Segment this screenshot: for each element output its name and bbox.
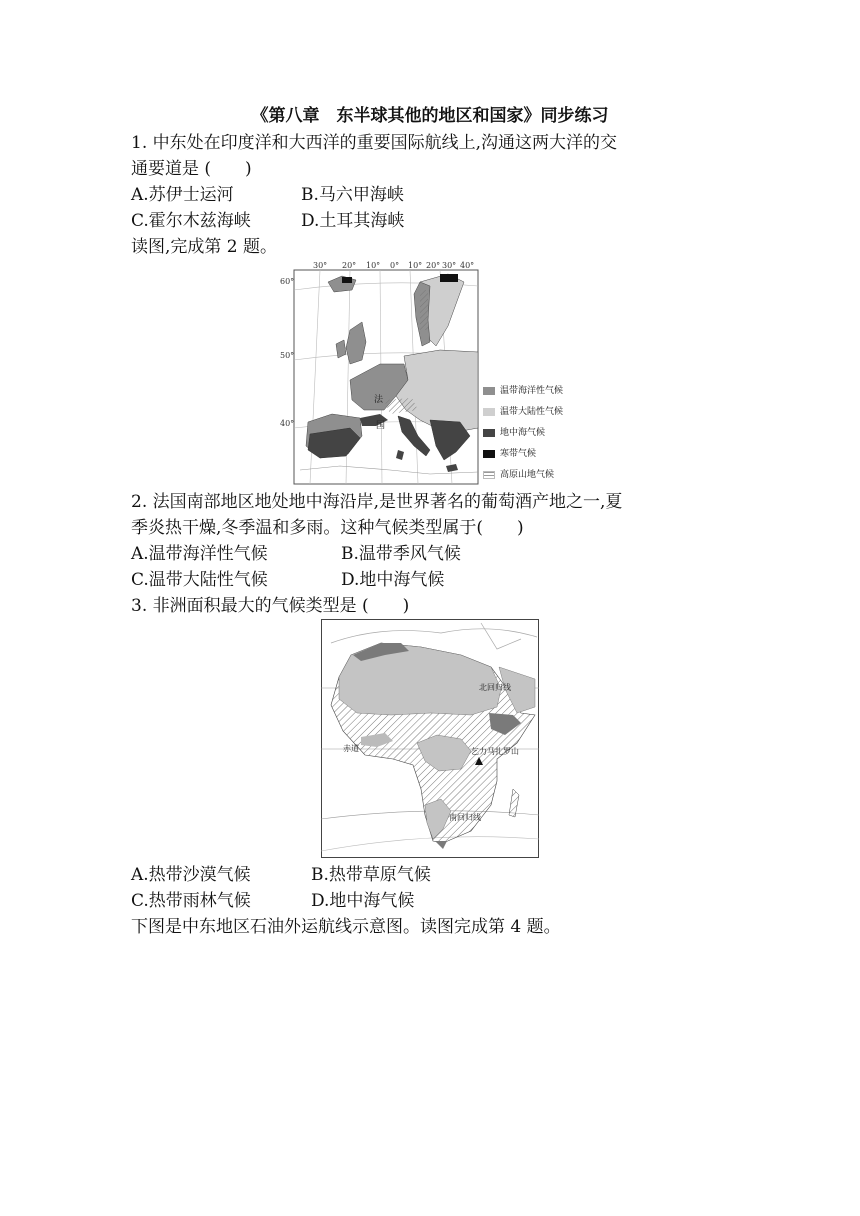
- france-label-1: 法: [374, 395, 384, 405]
- q3-option-b[interactable]: B.热带草原气候: [311, 865, 431, 885]
- lon-tick: 30°: [442, 261, 457, 270]
- legend-item: 寒带气候: [483, 449, 536, 459]
- q1-option-a[interactable]: A.苏伊士运河: [131, 185, 234, 205]
- lat-tick: 60°: [280, 277, 295, 286]
- legend-swatch: [483, 450, 495, 458]
- lat-tick: 50°: [280, 351, 295, 360]
- lon-tick: 30°: [313, 261, 328, 270]
- q3-options-row1: [131, 863, 431, 887]
- q2-options-row1: [131, 542, 461, 566]
- lon-tick: 40°: [460, 261, 475, 270]
- q3-option-a[interactable]: A.热带沙漠气候: [131, 865, 251, 885]
- q3-stem: 3. 非洲面积最大的气候类型是 ( ): [131, 596, 410, 616]
- legend-item: 地中海气候: [483, 428, 545, 438]
- legend-item: 高原山地气候: [483, 470, 554, 480]
- q1-options-row2: [131, 209, 404, 233]
- europe-climate-map: [280, 260, 580, 486]
- q1-stem-line2: 通要道是 ( ): [131, 159, 252, 179]
- tropic-south-label: 南回归线: [449, 813, 481, 822]
- lon-tick: 0°: [390, 261, 400, 270]
- q1-option-c[interactable]: C.霍尔木兹海峡: [131, 211, 251, 231]
- legend-swatch: [483, 387, 495, 395]
- q1-option-d[interactable]: D.土耳其海峡: [301, 211, 405, 231]
- lat-tick: 40°: [280, 419, 295, 428]
- intro-q2: 读图,完成第 2 题。: [131, 237, 278, 257]
- equator-label: 赤道: [343, 744, 359, 753]
- lon-tick: 20°: [426, 261, 441, 270]
- q2-option-a[interactable]: A.温带海洋性气候: [131, 544, 268, 564]
- q3-option-c[interactable]: C.热带雨林气候: [131, 891, 251, 911]
- q2-stem-line2: 季炎热干燥,冬季温和多雨。这种气候类型属于( ): [131, 518, 524, 538]
- legend-swatch: [483, 471, 495, 479]
- legend-swatch: [483, 429, 495, 437]
- q2-stem-line1: 2. 法国南部地区地处地中海沿岸,是世界著名的葡萄酒产地之一,夏: [131, 492, 623, 512]
- q3-options-row2: [131, 889, 414, 913]
- lon-tick: 10°: [366, 261, 381, 270]
- france-label-2: 国: [376, 421, 386, 431]
- q1-option-b[interactable]: B.马六甲海峡: [301, 185, 404, 205]
- intro-q4: 下图是中东地区石油外运航线示意图。读图完成第 4 题。: [131, 917, 561, 937]
- lon-tick: 20°: [342, 261, 357, 270]
- q3-option-d[interactable]: D.地中海气候: [311, 891, 415, 911]
- kilimanjaro-label: 乞力马扎罗山: [471, 747, 519, 756]
- lon-tick: 10°: [408, 261, 423, 270]
- africa-map-svg: [321, 619, 539, 858]
- q2-option-d[interactable]: D.地中海气候: [341, 570, 445, 590]
- q2-options-row2: [131, 568, 444, 592]
- legend-swatch: [483, 408, 495, 416]
- q2-option-c[interactable]: C.温带大陆性气候: [131, 570, 268, 590]
- q2-option-b[interactable]: B.温带季风气候: [341, 544, 461, 564]
- africa-climate-map: [321, 619, 539, 858]
- legend-item: 温带海洋性气候: [483, 386, 563, 396]
- tropic-north-label: 北回归线: [479, 683, 511, 692]
- legend-item: 温带大陆性气候: [483, 407, 563, 417]
- page-title: 《第八章 东半球其他的地区和国家》同步练习: [251, 106, 609, 126]
- q1-options-row1: [131, 183, 404, 207]
- q1-stem-line1: 1. 中东处在印度洋和大西洋的重要国际航线上,沟通这两大洋的交: [131, 133, 618, 153]
